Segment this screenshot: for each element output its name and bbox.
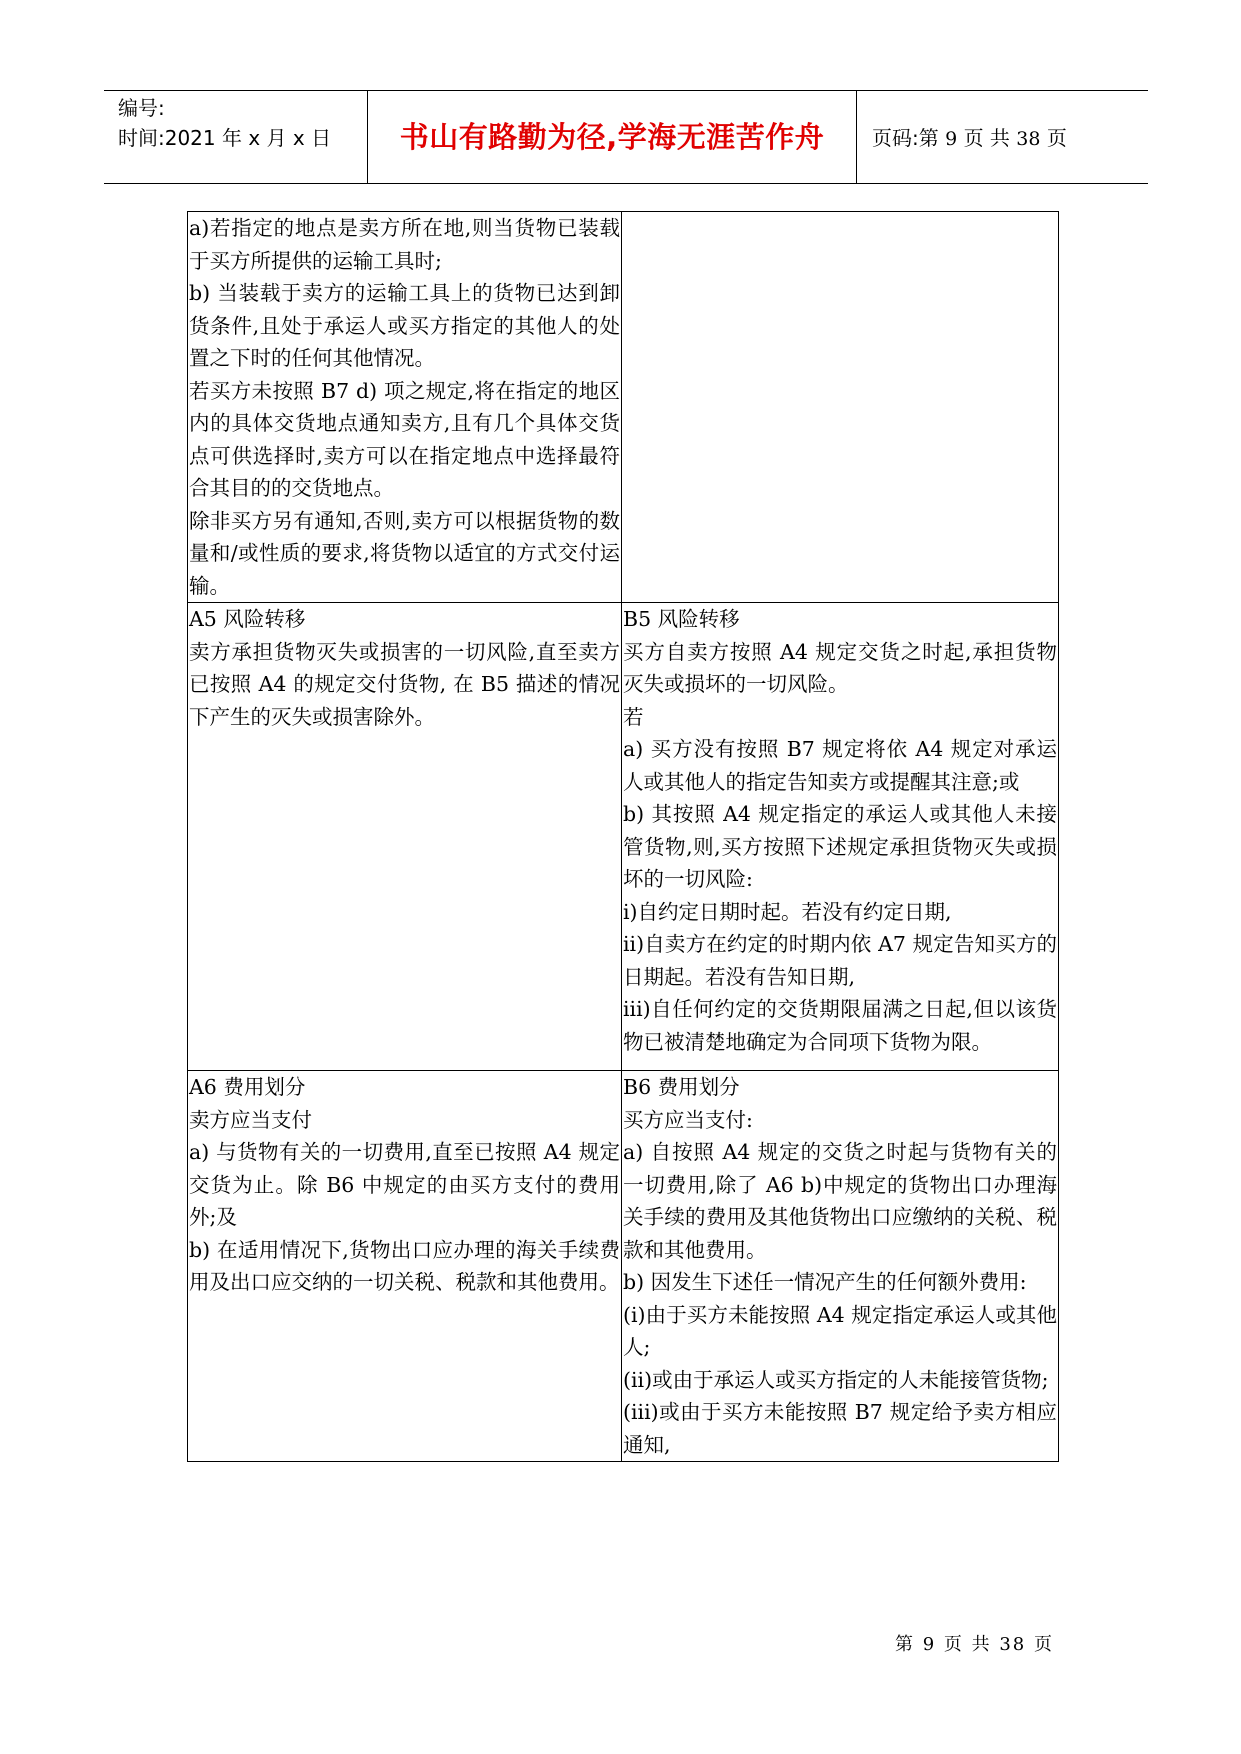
table-row [188, 212, 1059, 603]
table-cell-right [622, 603, 1059, 1071]
paragraph: 卖方应当支付 [189, 1107, 312, 1132]
paragraph: (iii)或由于买方未能按照 B7 规定给予卖方相应通知, [623, 1400, 1057, 1457]
header-divider [856, 91, 857, 183]
table-row [188, 603, 1059, 1071]
paragraph: 若 [623, 704, 644, 729]
paragraph: b) 当装载于卖方的运输工具上的货物已达到卸货条件,且处于承运人或买方指定的其他人的处置之下时的任何其他情况。 [189, 281, 620, 370]
page-header [104, 90, 1148, 184]
paragraph: 买方应当支付: [623, 1107, 753, 1132]
paragraph: a) 自按照 A4 规定的交货之时起与货物有关的一切费用,除了 A6 b)中规定的货物出口办理海关手续的费用及其他货物出口应缴纳的关税、税款和其他费用。 [623, 1140, 1057, 1262]
table-cell-right [622, 212, 1059, 603]
paragraph: 卖方承担货物灭失或损害的一切风险,直至卖方已按照 A4 的规定交付货物, 在 B5 描述的情况下产生的灭失或损害除外。 [189, 639, 620, 729]
paragraph: a) 与货物有关的一切费用,直至已按照 A4 规定交货为止。除 B6 中规定的由买方支付的费用外;及 [189, 1140, 620, 1229]
paragraph: ii)自卖方在约定的时期内依 A7 规定告知买方的日期起。若没有告知日期, [623, 932, 1057, 989]
paragraph: A5 风险转移 [189, 607, 306, 631]
serial-label: 编号: [118, 96, 165, 120]
paragraph: a)若指定的地点是卖方所在地,则当货物已装载于买方所提供的运输工具时; [189, 216, 620, 273]
paragraph: b) 在适用情况下,货物出口应办理的海关手续费用及出口应交纳的一切关税、税款和其他费用。 [189, 1237, 620, 1294]
page-mid: 页 共 [963, 126, 1010, 150]
header-motto: 书山有路勤为径,学海无涯苦作舟 [399, 120, 825, 154]
page-num: 9 [945, 128, 958, 150]
paragraph: (i)由于买方未能按照 A4 规定指定承运人或其他人; [623, 1302, 1057, 1359]
time-label: 时间:2021 年 x 月 x 日 [118, 126, 332, 150]
table-cell-left [188, 1071, 622, 1462]
table-cell-left [188, 212, 622, 603]
table-row [188, 1071, 1059, 1462]
page-total: 38 [1016, 128, 1041, 150]
paragraph: iii)自任何约定的交货期限届满之日起,但以该货物已被清楚地确定为合同项下货物为限。 [623, 997, 1057, 1054]
header-page-number [872, 122, 1067, 151]
paragraph: b) 因发生下述任一情况产生的任何额外费用: [623, 1270, 1027, 1294]
paragraph: i)自约定日期时起。若没有约定日期, [623, 899, 952, 924]
table-cell-left [188, 603, 622, 1071]
page-prefix: 页码:第 [872, 126, 939, 150]
page-footer: 第 9 页 共 38 页 [895, 1634, 1054, 1655]
paragraph: a) 买方没有按照 B7 规定将依 A4 规定对承运人或其他人的指定告知卖方或提醒其注意;或 [623, 737, 1057, 794]
page-suffix: 页 [1046, 126, 1067, 150]
header-meta [118, 93, 368, 153]
paragraph: B5 风险转移 [623, 607, 740, 631]
paragraph: (ii)或由于承运人或买方指定的人未能接管货物; [623, 1367, 1049, 1392]
paragraph: 买方自卖方按照 A4 规定交货之时起,承担货物灭失或损坏的一切风险。 [623, 639, 1057, 696]
paragraph: b) 其按照 A4 规定指定的承运人或其他人未接管货物,则,买方按照下述规定承担货物灭失或损坏的一切风险: [623, 802, 1057, 891]
paragraph: A6 费用划分 [189, 1075, 306, 1099]
table-cell-right [622, 1071, 1059, 1462]
terms-table [187, 211, 1059, 1462]
paragraph: 若买方未按照 B7 d) 项之规定,将在指定的地区内的具体交货地点通知卖方,且有几个具体交货点可供选择时,卖方可以在指定地点中选择最符合其目的的交货地点。 [189, 378, 620, 500]
paragraph: B6 费用划分 [623, 1075, 740, 1099]
paragraph: 除非买方另有通知,否则,卖方可以根据货物的数量和/或性质的要求,将货物以适宜的方式交付运输。 [189, 508, 620, 598]
